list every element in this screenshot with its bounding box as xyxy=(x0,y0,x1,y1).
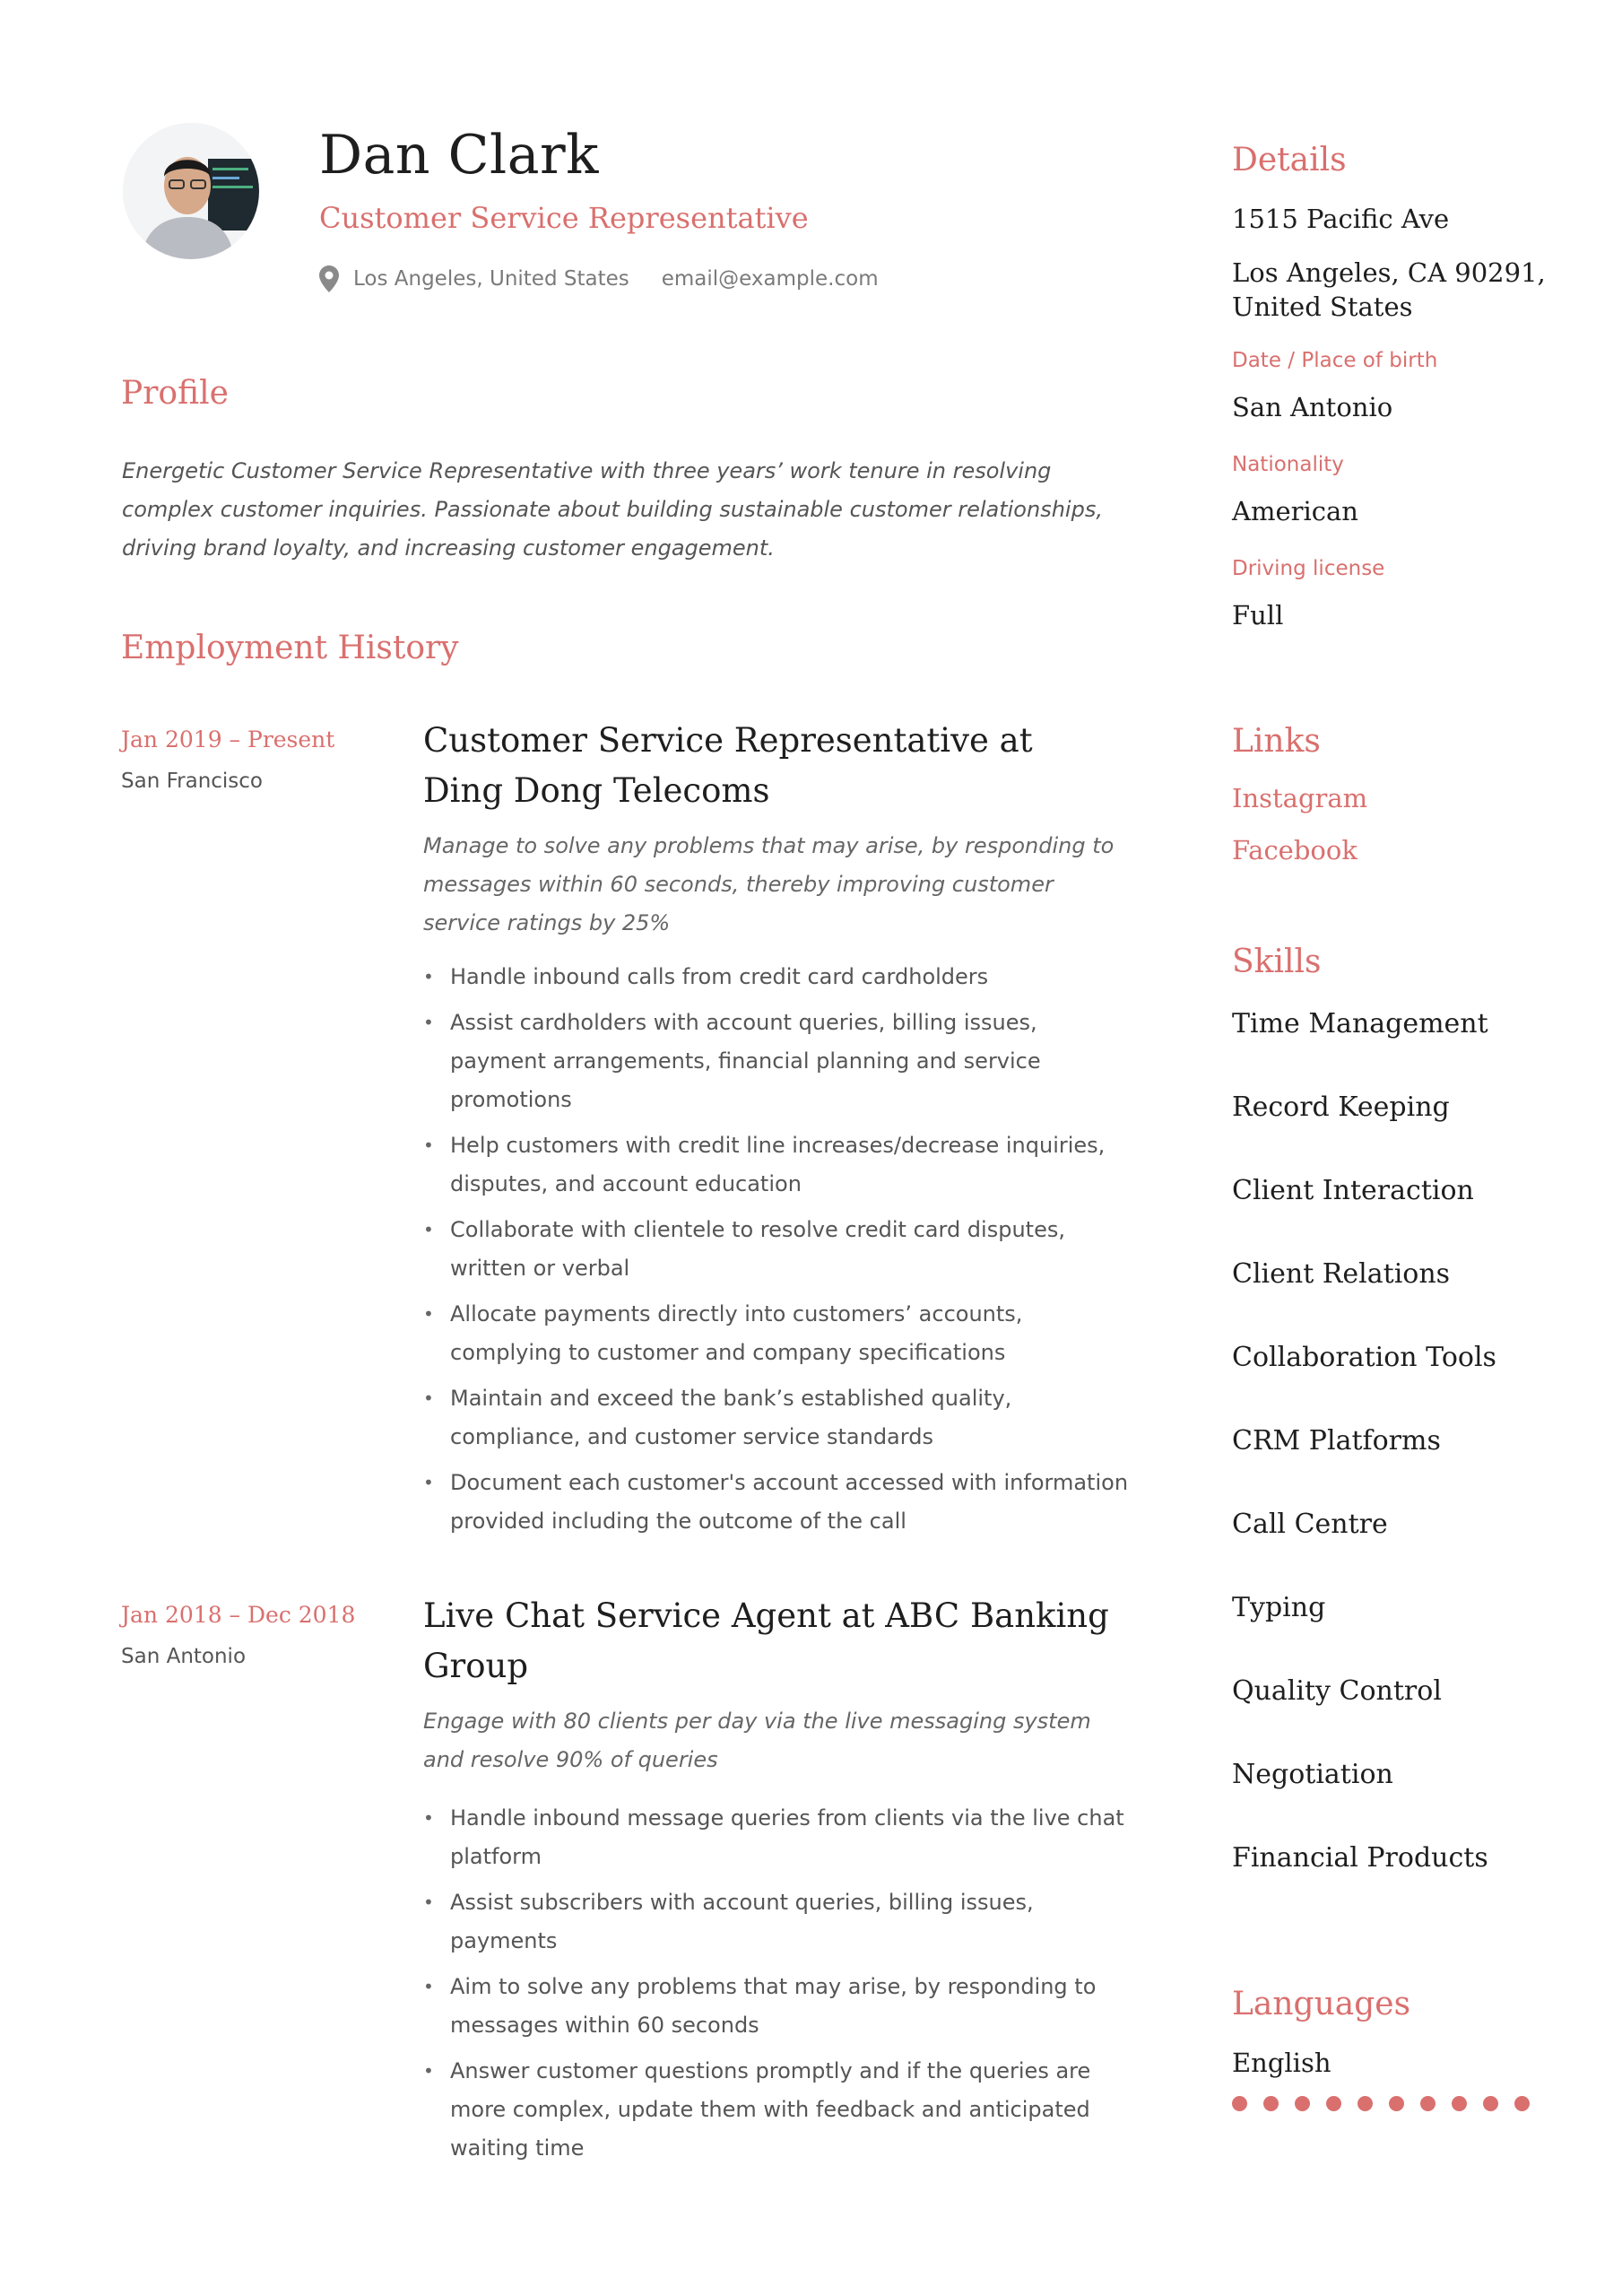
avatar xyxy=(123,123,259,259)
candidate-title: Customer Service Representative xyxy=(319,201,809,235)
language-level-dot xyxy=(1452,2096,1467,2111)
job-bullets xyxy=(423,1799,1132,2175)
skills-heading: Skills xyxy=(1232,944,1322,980)
instagram-link[interactable]: Instagram xyxy=(1232,783,1368,813)
list-item: • Help customers with credit line increases/decrease inquiries, disputes, and account education xyxy=(423,1126,1132,1204)
profile-text: Energetic Customer Service Representative with three years’ work tenure in resolving complex customer inquiries. Passionate about building sustainable customer relationships, driving brand loyalty, and increasing customer engagement. xyxy=(122,458,1103,561)
nationality-label: Nationality xyxy=(1232,453,1344,476)
birth-label: Date / Place of birth xyxy=(1232,349,1438,372)
facebook-link[interactable]: Facebook xyxy=(1232,835,1357,865)
job-dates: Jan 2018 – Dec 2018 xyxy=(121,1602,356,1628)
skill-item: Client Interaction xyxy=(1232,1175,1474,1206)
list-item: • Assist subscribers with account queries, billing issues, payments xyxy=(423,1883,1132,1961)
language-level-dot xyxy=(1420,2096,1436,2111)
links-section xyxy=(1232,723,1591,865)
languages-heading: Languages xyxy=(1232,1986,1411,2022)
language-level-dot xyxy=(1326,2096,1341,2111)
list-item: • Allocate payments directly into customers’ accounts, complying to customer and company specifications xyxy=(423,1295,1132,1372)
language-level-dots xyxy=(1232,2096,1591,2111)
skills-list xyxy=(1232,1007,1591,1925)
job-title: Live Chat Service Agent at ABC Banking Group xyxy=(423,1596,1109,1685)
list-item: • Document each customer's account accessed with information provided including the outcome of the call xyxy=(423,1464,1132,1541)
skill-item: Financial Products xyxy=(1232,1842,1488,1874)
list-item: • Handle inbound calls from credit card cardholders xyxy=(423,958,1132,996)
list-item: • Aim to solve any problems that may arise, by responding to messages within 60 seconds xyxy=(423,1968,1132,2045)
job-title: Customer Service Representative at Ding Dong Telecoms xyxy=(423,721,1033,810)
address-line-1: 1515 Pacific Ave xyxy=(1232,204,1450,234)
details-section xyxy=(1232,142,1591,632)
contact-line xyxy=(319,265,879,292)
skill-item: Collaboration Tools xyxy=(1232,1342,1496,1373)
list-item: • Maintain and exceed the bank’s established quality, compliance, and customer service standards xyxy=(423,1379,1132,1457)
profile-heading: Profile xyxy=(121,375,229,412)
license-label: Driving license xyxy=(1232,557,1385,580)
language-name: English xyxy=(1232,2048,1331,2078)
languages-section xyxy=(1232,1986,1591,2111)
job-bullets xyxy=(423,958,1132,1548)
language-level-dot xyxy=(1389,2096,1404,2111)
skill-item: Negotiation xyxy=(1232,1759,1393,1790)
email-link[interactable]: email@example.com xyxy=(661,267,879,291)
skill-item: Typing xyxy=(1232,1592,1326,1623)
skill-item: Client Relations xyxy=(1232,1258,1451,1290)
list-item: • Assist cardholders with account queries, billing issues, payment arrangements, financial planning and service promotions xyxy=(423,1004,1132,1119)
candidate-name: Dan Clark xyxy=(319,124,599,187)
job-summary: Engage with 80 clients per day via the live messaging system and resolve 90% of queries xyxy=(423,1709,1091,1772)
language-level-dot xyxy=(1483,2096,1498,2111)
links-heading: Links xyxy=(1232,723,1321,760)
details-heading: Details xyxy=(1232,142,1347,178)
list-item: • Collaborate with clientele to resolve credit card disputes, written or verbal xyxy=(423,1211,1132,1288)
skills-section xyxy=(1232,944,1591,1925)
language-level-dot xyxy=(1357,2096,1373,2111)
job-location: San Francisco xyxy=(121,770,264,793)
nationality-value: American xyxy=(1232,496,1358,526)
address-line-2: Los Angeles, CA 90291, United States xyxy=(1232,257,1546,322)
birth-value: San Antonio xyxy=(1232,392,1393,422)
license-value: Full xyxy=(1232,600,1284,631)
skill-item: Time Management xyxy=(1232,1008,1488,1039)
employment-heading: Employment History xyxy=(121,630,459,666)
skill-item: Quality Control xyxy=(1232,1675,1442,1707)
list-item: • Answer customer questions promptly and if the queries are more complex, update them with feedback and anticipated waiting time xyxy=(423,2052,1132,2168)
language-level-dot xyxy=(1514,2096,1530,2111)
location-pin-icon xyxy=(319,265,339,292)
language-level-dot xyxy=(1295,2096,1310,2111)
skill-item: CRM Platforms xyxy=(1232,1425,1441,1457)
skill-item: Call Centre xyxy=(1232,1509,1388,1540)
job-location: San Antonio xyxy=(121,1645,247,1668)
language-level-dot xyxy=(1232,2096,1247,2111)
language-level-dot xyxy=(1263,2096,1279,2111)
location-text: Los Angeles, United States xyxy=(353,267,629,291)
list-item: • Handle inbound message queries from clients via the live chat platform xyxy=(423,1799,1132,1876)
job-summary: Manage to solve any problems that may arise, by responding to messages within 60 seconds, thereby improving customer service ratings by 25% xyxy=(423,833,1115,935)
skill-item: Record Keeping xyxy=(1232,1091,1450,1123)
job-dates: Jan 2019 – Present xyxy=(121,726,335,752)
